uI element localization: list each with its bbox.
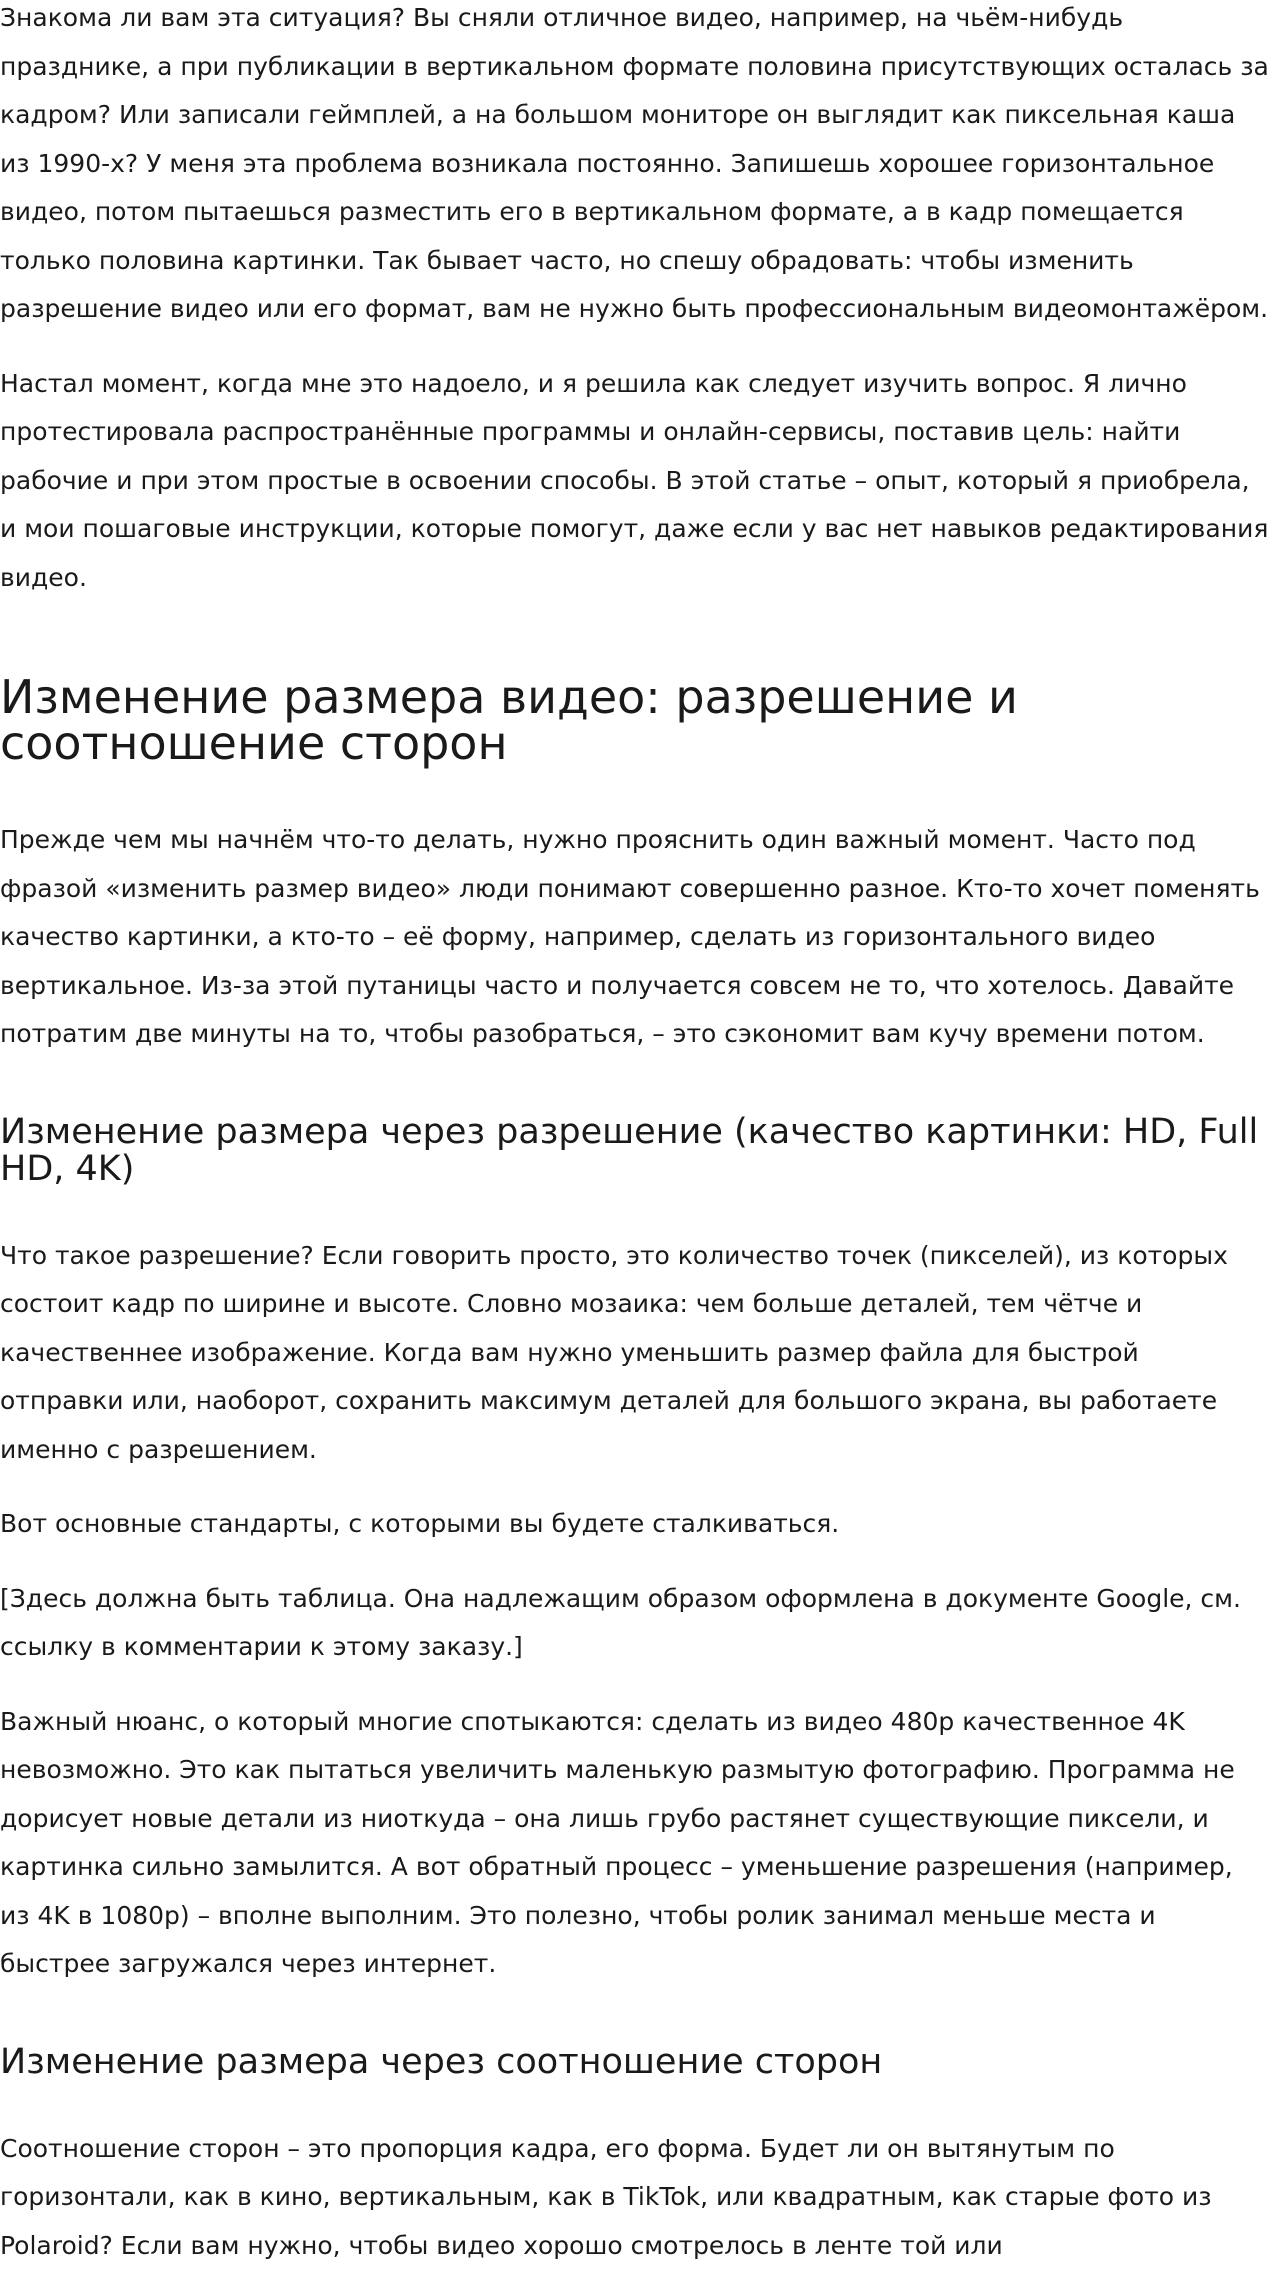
subsection-heading-resolution: Изменение размера через разрешение (качество картинки: HD, Full HD, 4K): [0, 1111, 1259, 1189]
section-heading-resize-video: Изменение размера видео: разрешение и соотношение сторон: [0, 670, 1018, 770]
section2-paragraph-2: Вот основные стандарты, с которыми вы будете сталкиваться.: [0, 1509, 840, 1538]
table-placeholder-note: [Здесь должна быть таблица. Она надлежащим образом оформлена в документе Google, см. ссылку в комментарии к этому заказу.]: [0, 1583, 1241, 1661]
section3-paragraph-1: Соотношение сторон – это пропорция кадра, его форма. Будет ли он вытянутым по горизонтали, как в кино, вертикальным, как в TikTok, или квадратным, как старые фото из Polaroid? Если вам нужно, чтобы видео хорошо смотрелось в ленте той или: [0, 2133, 1212, 2260]
section1-paragraph-1: Прежде чем мы начнём что-то делать, нужно прояснить один важный момент. Часто под фразой «изменить размер видео» люди понимают совершенно разное. Кто-то хочет поменять качество картинки, а кто-то – её форму, например, сделать из горизонтального видео вертикальное. Из-за этой путаницы часто и получается совсем не то, что хотелось. Давайте потратим две минуты на то, чтобы разобраться, – это сэкономит вам кучу времени потом.: [0, 825, 1260, 1048]
intro-paragraph-2: Настал момент, когда мне это надоело, и я решила как следует изучить вопрос. Я лично протестировала распространённые программы и онлайн-сервисы, поставив цель: найти рабочие и при этом простые в освоении способы. В этой статье – опыт, который я приобрела, и мои пошаговые инструкции, которые помогут, даже если у вас нет навыков редактирования видео.: [0, 368, 1269, 592]
section2-paragraph-4: Важный нюанс, о который многие спотыкаются: сделать из видео 480p качественное 4K невозможно. Это как пытаться увеличить маленькую размытую фотографию. Программа не дорисует новые детали из ниоткуда – она лишь грубо растянет существующие пиксели, и картинка сильно замылится. А вот обратный процесс – уменьшение разрешения (например, из 4K в 1080p) – вполне выполним. Это полезно, чтобы ролик занимал меньше места и быстрее загружался через интернет.: [0, 1706, 1235, 1978]
section2-paragraph-1: Что такое разрешение? Если говорить просто, это количество точек (пикселей), из которых состоит кадр по ширине и высоте. Словно мозаика: чем больше деталей, тем чётче и качественнее изображение. Когда вам нужно уменьшить размер файла для быстрой отправки или, наоборот, сохранить максимум деталей для большого экрана, вы работаете именно с разрешением.: [0, 1240, 1228, 1464]
subsection-heading-aspect-ratio: Изменение размера через соотношение сторон: [0, 2041, 883, 2082]
intro-paragraph-1: Знакома ли вам эта ситуация? Вы сняли отличное видео, например, на чьём-нибудь празднике, а при публикации в вертикальном формате половина присутствующих осталась за кадром? Или записали геймплей, а на большом мониторе он выглядит как пиксельная каша из 1990-х? У меня эта проблема возникала постоянно. Запишешь хорошее горизонтальное видео, потом пытаешься разместить его в вертикальном формате, а в кадр помещается только половина картинки. Так бывает часто, но спешу обрадовать: чтобы изменить разрешение видео или его формат, вам не нужно быть профессиональным видеомонтажёром.: [0, 3, 1269, 323]
